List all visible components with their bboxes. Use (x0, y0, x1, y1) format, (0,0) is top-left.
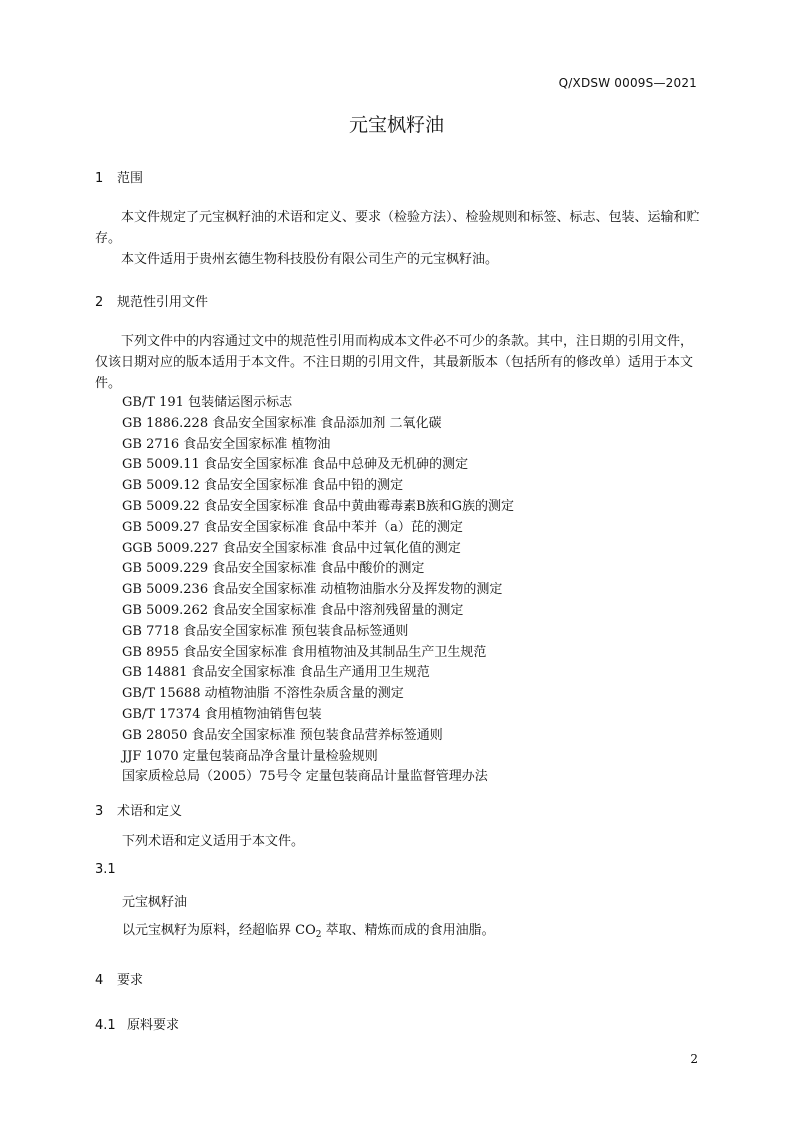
reference-item: GB/T 15688 动植物油脂 不溶性杂质含量的测定 (122, 686, 404, 702)
section-title: 范围 (117, 171, 144, 186)
definition-text: 萃取、精炼而成的食用油脂。 (321, 923, 495, 938)
section-number: 4 (95, 973, 104, 988)
subsection-title: 原料要求 (127, 1018, 180, 1033)
subsection-4-1-heading (95, 1014, 179, 1033)
document-title: 元宝枫籽油 (348, 114, 444, 136)
reference-item: GB 14881 食品安全国家标准 食品生产通用卫生规范 (122, 665, 430, 681)
refs-intro-paragraph: 下列文件中的内容通过文中的规范性引用而构成本文件必不可少的条款。其中，注日期的引用文件，仅该日期对应的版本适用于本文件。不注日期的引用文件，其最新版本（包括所有的修改单）适用于本文件。 (95, 334, 694, 391)
reference-item: GB 5009.262 食品安全国家标准 食品中溶剂残留量的测定 (122, 602, 464, 618)
reference-item: GB 28050 食品安全国家标准 预包装食品营养标签通则 (122, 727, 443, 743)
reference-item: 国家质检总局（2005）75号令 定量包装商品计量监督管理办法 (122, 769, 488, 785)
reference-item: GB 2716 食品安全国家标准 植物油 (122, 436, 331, 452)
reference-item: GGB 5009.227 食品安全国家标准 食品中过氧化值的测定 (122, 540, 461, 556)
reference-item: GB 5009.236 食品安全国家标准 动植物油脂水分及挥发物的测定 (122, 582, 503, 598)
terms-intro: 下列术语和定义适用于本文件。 (122, 834, 305, 849)
reference-item: GB/T 191 包装储运图示标志 (122, 395, 293, 410)
section-number: 3 (95, 804, 104, 819)
subsection-3-1-number: 3.1 (95, 862, 116, 877)
section-title: 术语和定义 (117, 804, 183, 819)
section-title: 规范性引用文件 (117, 295, 209, 310)
section-4-heading (95, 969, 143, 988)
section-number: 1 (95, 171, 104, 186)
reference-item: GB 5009.27 食品安全国家标准 食品中苯并（a）芘的测定 (122, 519, 463, 535)
definition-text: 以元宝枫籽为原料，经超临界 CO (122, 923, 316, 938)
reference-item: GB/T 17374 食用植物油销售包装 (122, 706, 322, 722)
scope-paragraph-2: 本文件适用于贵州玄德生物科技股份有限公司生产的元宝枫籽油。 (121, 252, 499, 267)
scope-paragraph-1: 本文件规定了元宝枫籽油的术语和定义、要求（检验方法）、检验规则和标签、标志、包装、运输和贮存。 (95, 210, 700, 246)
reference-item: GB 5009.11 食品安全国家标准 食品中总砷及无机砷的测定 (122, 457, 469, 473)
section-2-heading (95, 291, 208, 310)
subsection-number: 4.1 (95, 1018, 116, 1033)
reference-item: GB 5009.12 食品安全国家标准 食品中铅的测定 (122, 478, 404, 494)
term-definition (122, 920, 682, 946)
reference-item: GB 5009.229 食品安全国家标准 食品中酸价的测定 (122, 561, 425, 577)
reference-item: JJF 1070 定量包装商品净含量计量检验规则 (122, 748, 378, 764)
reference-item: GB 7718 食品安全国家标准 预包装食品标签通则 (122, 623, 409, 639)
section-3-heading (95, 800, 182, 819)
reference-item: GB 5009.22 食品安全国家标准 食品中黄曲霉毒素B族和G族的测定 (122, 498, 515, 514)
term-name: 元宝枫籽油 (122, 895, 188, 910)
standard-code: Q/XDSW 0009S—2021 (558, 76, 697, 90)
reference-item: GB 1886.228 食品安全国家标准 食品添加剂 二氧化碳 (122, 415, 442, 431)
reference-item: GB 8955 食品安全国家标准 食用植物油及其制品生产卫生规范 (122, 644, 487, 660)
reference-list (122, 393, 514, 788)
section-title: 要求 (117, 973, 144, 988)
section-1-heading (95, 167, 143, 186)
page-number: 2 (690, 1052, 698, 1066)
co2-subscript: 2 (315, 930, 322, 940)
section-number: 2 (95, 295, 104, 310)
